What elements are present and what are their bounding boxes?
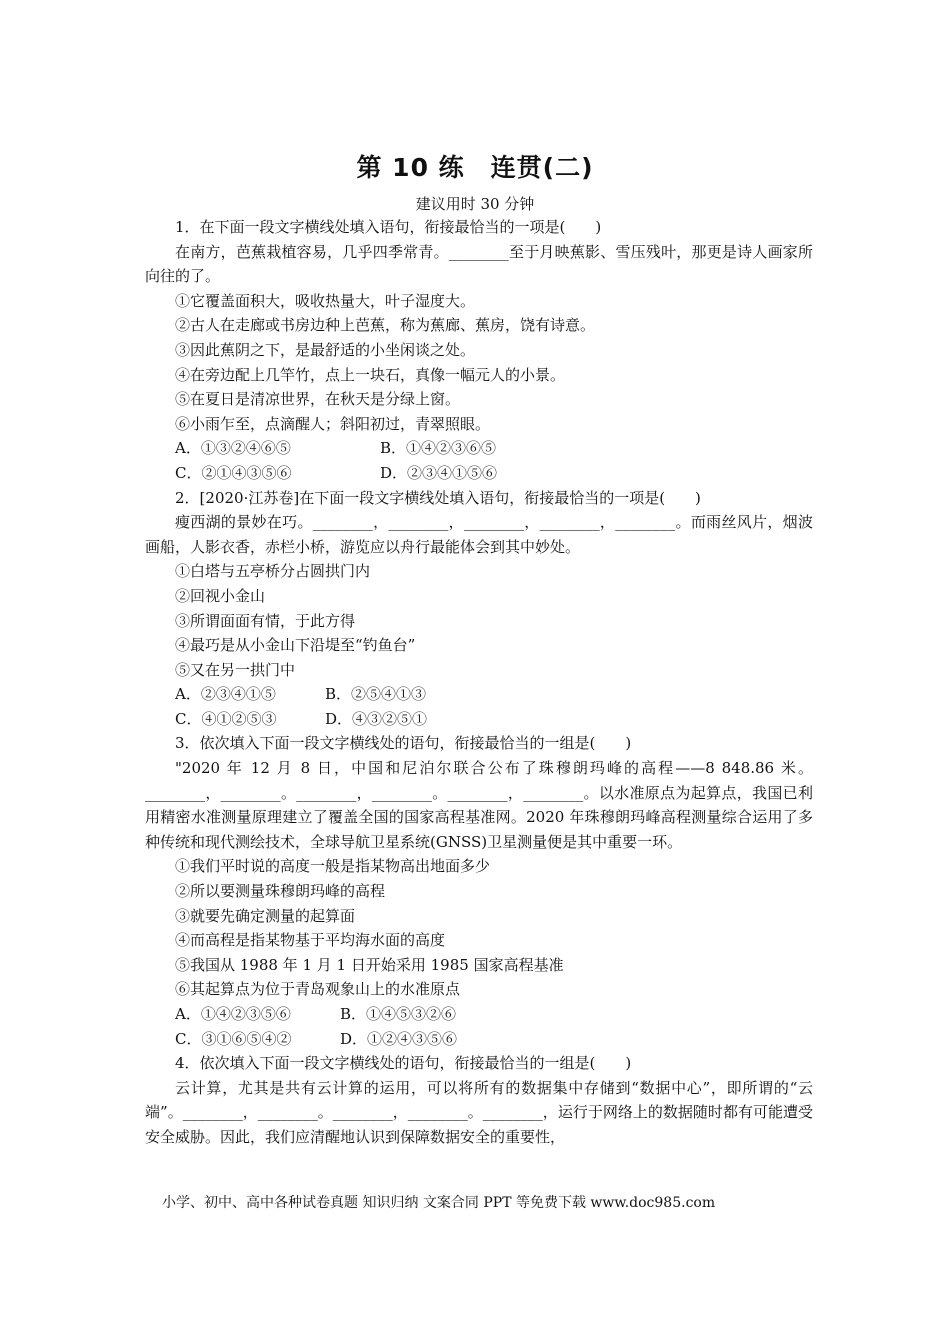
q1-item: ⑥小雨乍至，点滴醒人；斜阳初过，青翠照眼。 [175,414,491,433]
q1-option-c: C．②①④③⑤⑥ [175,463,292,482]
q2-option-a: A．②③④①⑤ [175,685,276,704]
q3-option-a: A．①④②③⑤⑥ [175,1005,291,1023]
q2-option-b: B．②⑤④①③ [325,685,427,704]
q2-options-row [145,682,813,707]
q1-option-a: A．①③②④⑥⑤ [175,439,291,458]
q2-item: ④最巧是从小金山下沿堤至“钓鱼台” [175,636,416,655]
q3-item: ③就要先确定测量的起算面 [175,906,356,925]
q1-item: ⑤在夏日是清凉世界，在秋天是分绿上窗。 [175,390,461,409]
q1-item: ①它覆盖面积大，吸收热量大，叶子湿度大。 [175,291,476,310]
q2-stem: 2．[2020·江苏卷]在下面一段文字横线处填入语句，衔接最恰当的一项是( ) [175,488,701,507]
q3-item: ①我们平时说的高度一般是指某物高出地面多少 [175,857,491,876]
q4-stem: 4．依次填入下面一段文字横线处的语句，衔接最恰当的一组是( ) [175,1054,632,1073]
q3-stem: 3．依次填入下面一段文字横线处的语句，衔接最恰当的一组是( ) [175,734,632,753]
q2-passage: 瘦西湖的景妙在巧。________，________，________，________，________。而雨丝风片，烟波画船，人影衣香，赤栏小桥，游览应以舟行最能体会到其中妙处。 [145,513,813,556]
questions [145,215,813,1150]
q4-passage: 云计算，尤其是共有云计算的运用，可以将所有的数据集中存储到“数据中心”，即所谓的“云端”。________，________。________，________。________，运行于网络上的数据随时都有可能遭受安全威胁。因此，我们应清醒地认识到保障数据安全的重要性， [145,1078,813,1146]
page-footer: 小学、初中、高中各种试卷真题 知识归纳 文案合同 PPT 等免费下载 www.doc985.com [162,1195,716,1211]
q3-option-d: D．①②④③⑤⑥ [340,1029,458,1048]
q2-item: ①白塔与五亭桥分占圆拱门内 [175,562,371,581]
q2-option-c: C．④①②⑤③ [175,709,277,728]
q3-options-row [145,1002,813,1027]
q3-item: ⑥其起算点为位于青岛观象山上的水准原点 [175,980,461,999]
q1-options-row [145,436,813,461]
q2-options-row [145,707,813,732]
q1-option-d: D．②③④①⑤⑥ [380,463,498,482]
q1-passage: 在南方，芭蕉栽植容易，几乎四季常青。________至于月映蕉影、雪压残叶，那更是诗人画家所向往的了。 [145,242,813,286]
q1-options-row [145,461,813,486]
q2-item: ⑤又在另一拱门中 [175,660,296,679]
q3-option-c: C．③①⑥⑤④② [175,1029,292,1048]
page-title: 第 10 练 连贯(二) [356,153,594,182]
q1-item: ④在旁边配上几竿竹，点上一块石，真像一幅元人的小景。 [175,365,566,384]
time-suggestion: 建议用时 30 分钟 [415,195,535,213]
q3-passage: "2020 年 12 月 8 日，中国和尼泊尔联合公布了珠穆朗玛峰的高程——8 848.86 米。________，________。________，________。________，________。以水准原点为起算点，我国已利用精密水准测量原理建立了覆盖全国的国家高程基准网。2020 年珠穆朗玛峰高程测量综合运用了多种传统和现代测绘技术，全球导航卫星系统(GNSS)卫星测量便是其中重要一环。 [145,759,813,851]
q3-item: ④而高程是指某物基于平均海水面的高度 [175,931,446,950]
q3-item: ⑤我国从 1988 年 1 月 1 日开始采用 1985 国家高程基准 [175,955,564,974]
q2-item: ②回视小金山 [175,586,266,605]
q3-item: ②所以要测量珠穆朗玛峰的高程 [175,882,386,901]
q3-option-b: B．①④⑤③②⑥ [340,1005,457,1023]
q3-options-row [145,1027,813,1052]
q1-option-b: B．①④②③⑥⑤ [380,439,497,458]
q1-item: ③因此蕉阴之下，是最舒适的小坐闲谈之处。 [175,340,476,359]
q2-item: ③所谓面面有情，于此方得 [175,611,356,630]
q1-stem: 1．在下面一段文字横线处填入语句，衔接最恰当的一项是( ) [175,218,602,236]
q1-item: ②古人在走廊或书房边种上芭蕉，称为蕉廊、蕉房，饶有诗意。 [175,316,596,335]
q2-option-d: D．④③②⑤① [325,709,428,728]
